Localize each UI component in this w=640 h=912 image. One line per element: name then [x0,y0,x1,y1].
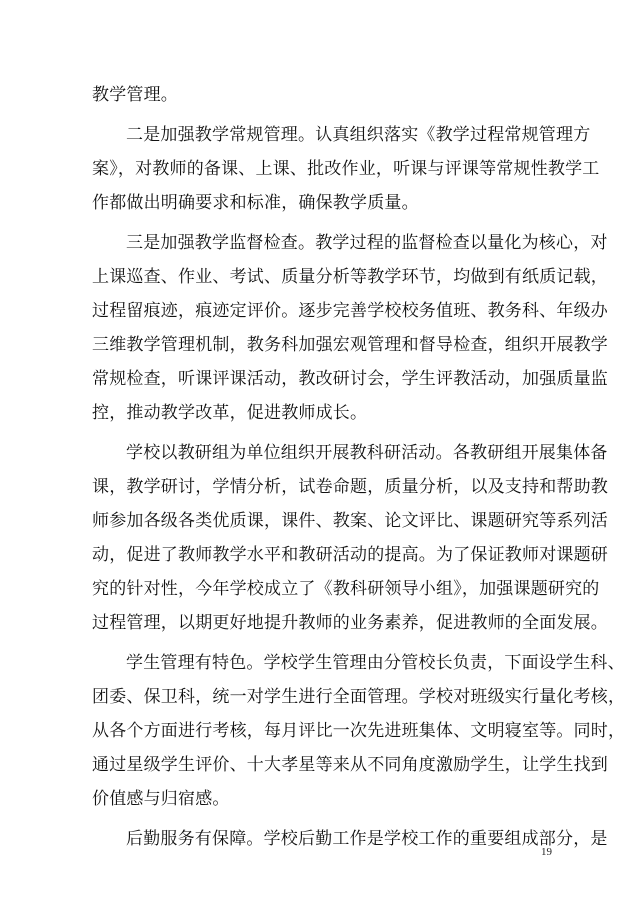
text-line: 动，促进了教师教学水平和教研活动的提高。为了保证教师对课题研 [92,545,608,565]
text-line: 通过星级学生评价、十大孝星等来从不同角度激励学生，让学生找到 [92,755,608,775]
text-line: 团委、保卫科，统一对学生进行全面管理。学校对班级实行量化考核， [92,687,626,707]
text-line: 后勤服务有保障。学校后勤工作是学校工作的重要组成部分，是 [126,829,608,849]
text-line: 过程管理，以期更好地提升教师的业务素养，促进教师的全面发展。 [92,613,608,633]
text-line: 过程留痕迹，痕迹定评价。逐步完善学校校务值班、教务科、年级办 [92,301,608,321]
paragraph-continuation [92,78,552,112]
text-line: 二是加强教学常规管理。认真组织落实《教学过程常规管理方 [126,125,591,145]
text-line: 学生管理有特色。学校学生管理由分管校长负责，下面设学生科、 [126,653,625,673]
text-line: 价值感与归宿感。 [92,789,230,809]
text-line: 课，教学研讨，学情分析，试卷命题，质量分析，以及支持和帮助教 [92,477,608,497]
paragraph-teaching-research [92,436,608,640]
text-line: 学校以教研组为单位组织开展教科研活动。各教研组开展集体备 [126,443,608,463]
paragraph-teaching-routine [92,118,600,220]
text-line: 作都做出明确要求和标准，确保教学质量。 [92,193,419,213]
text-line: 三是加强教学监督检查。教学过程的监督检查以量化为核心，对 [126,233,608,253]
text-line: 常规检查，听课评课活动，教改研讨会，学生评教活动，加强质量监 [92,369,608,389]
text-line: 三维教学管理机制，教务科加强宏观管理和督导检查，组织开展教学 [92,335,608,355]
paragraph-student-management [92,646,626,816]
document-body [92,78,626,856]
paragraph-teaching-supervision [92,226,608,430]
text-line: 控，推动教学改革，促进教师成长。 [92,403,368,423]
text-line: 案》，对教师的备课、上课、批改作业，听课与评课等常规性教学工 [92,159,600,179]
text-line: 究的针对性，今年学校成立了《教科研领导小组》，加强课题研究的 [92,579,600,599]
text-line: 教学管理。 [92,85,178,105]
page-number: 19 [541,846,552,858]
text-line: 上课巡查、作业、考试、质量分析等教学环节，均做到有纸质记载， [92,267,608,287]
text-line: 师参加各级各类优质课，课件、教案、论文评比、课题研究等系列活 [92,511,608,531]
paragraph-logistics [92,822,608,856]
text-line: 从各个方面进行考核，每月评比一次先进班集体、文明寝室等。同时， [92,721,626,741]
